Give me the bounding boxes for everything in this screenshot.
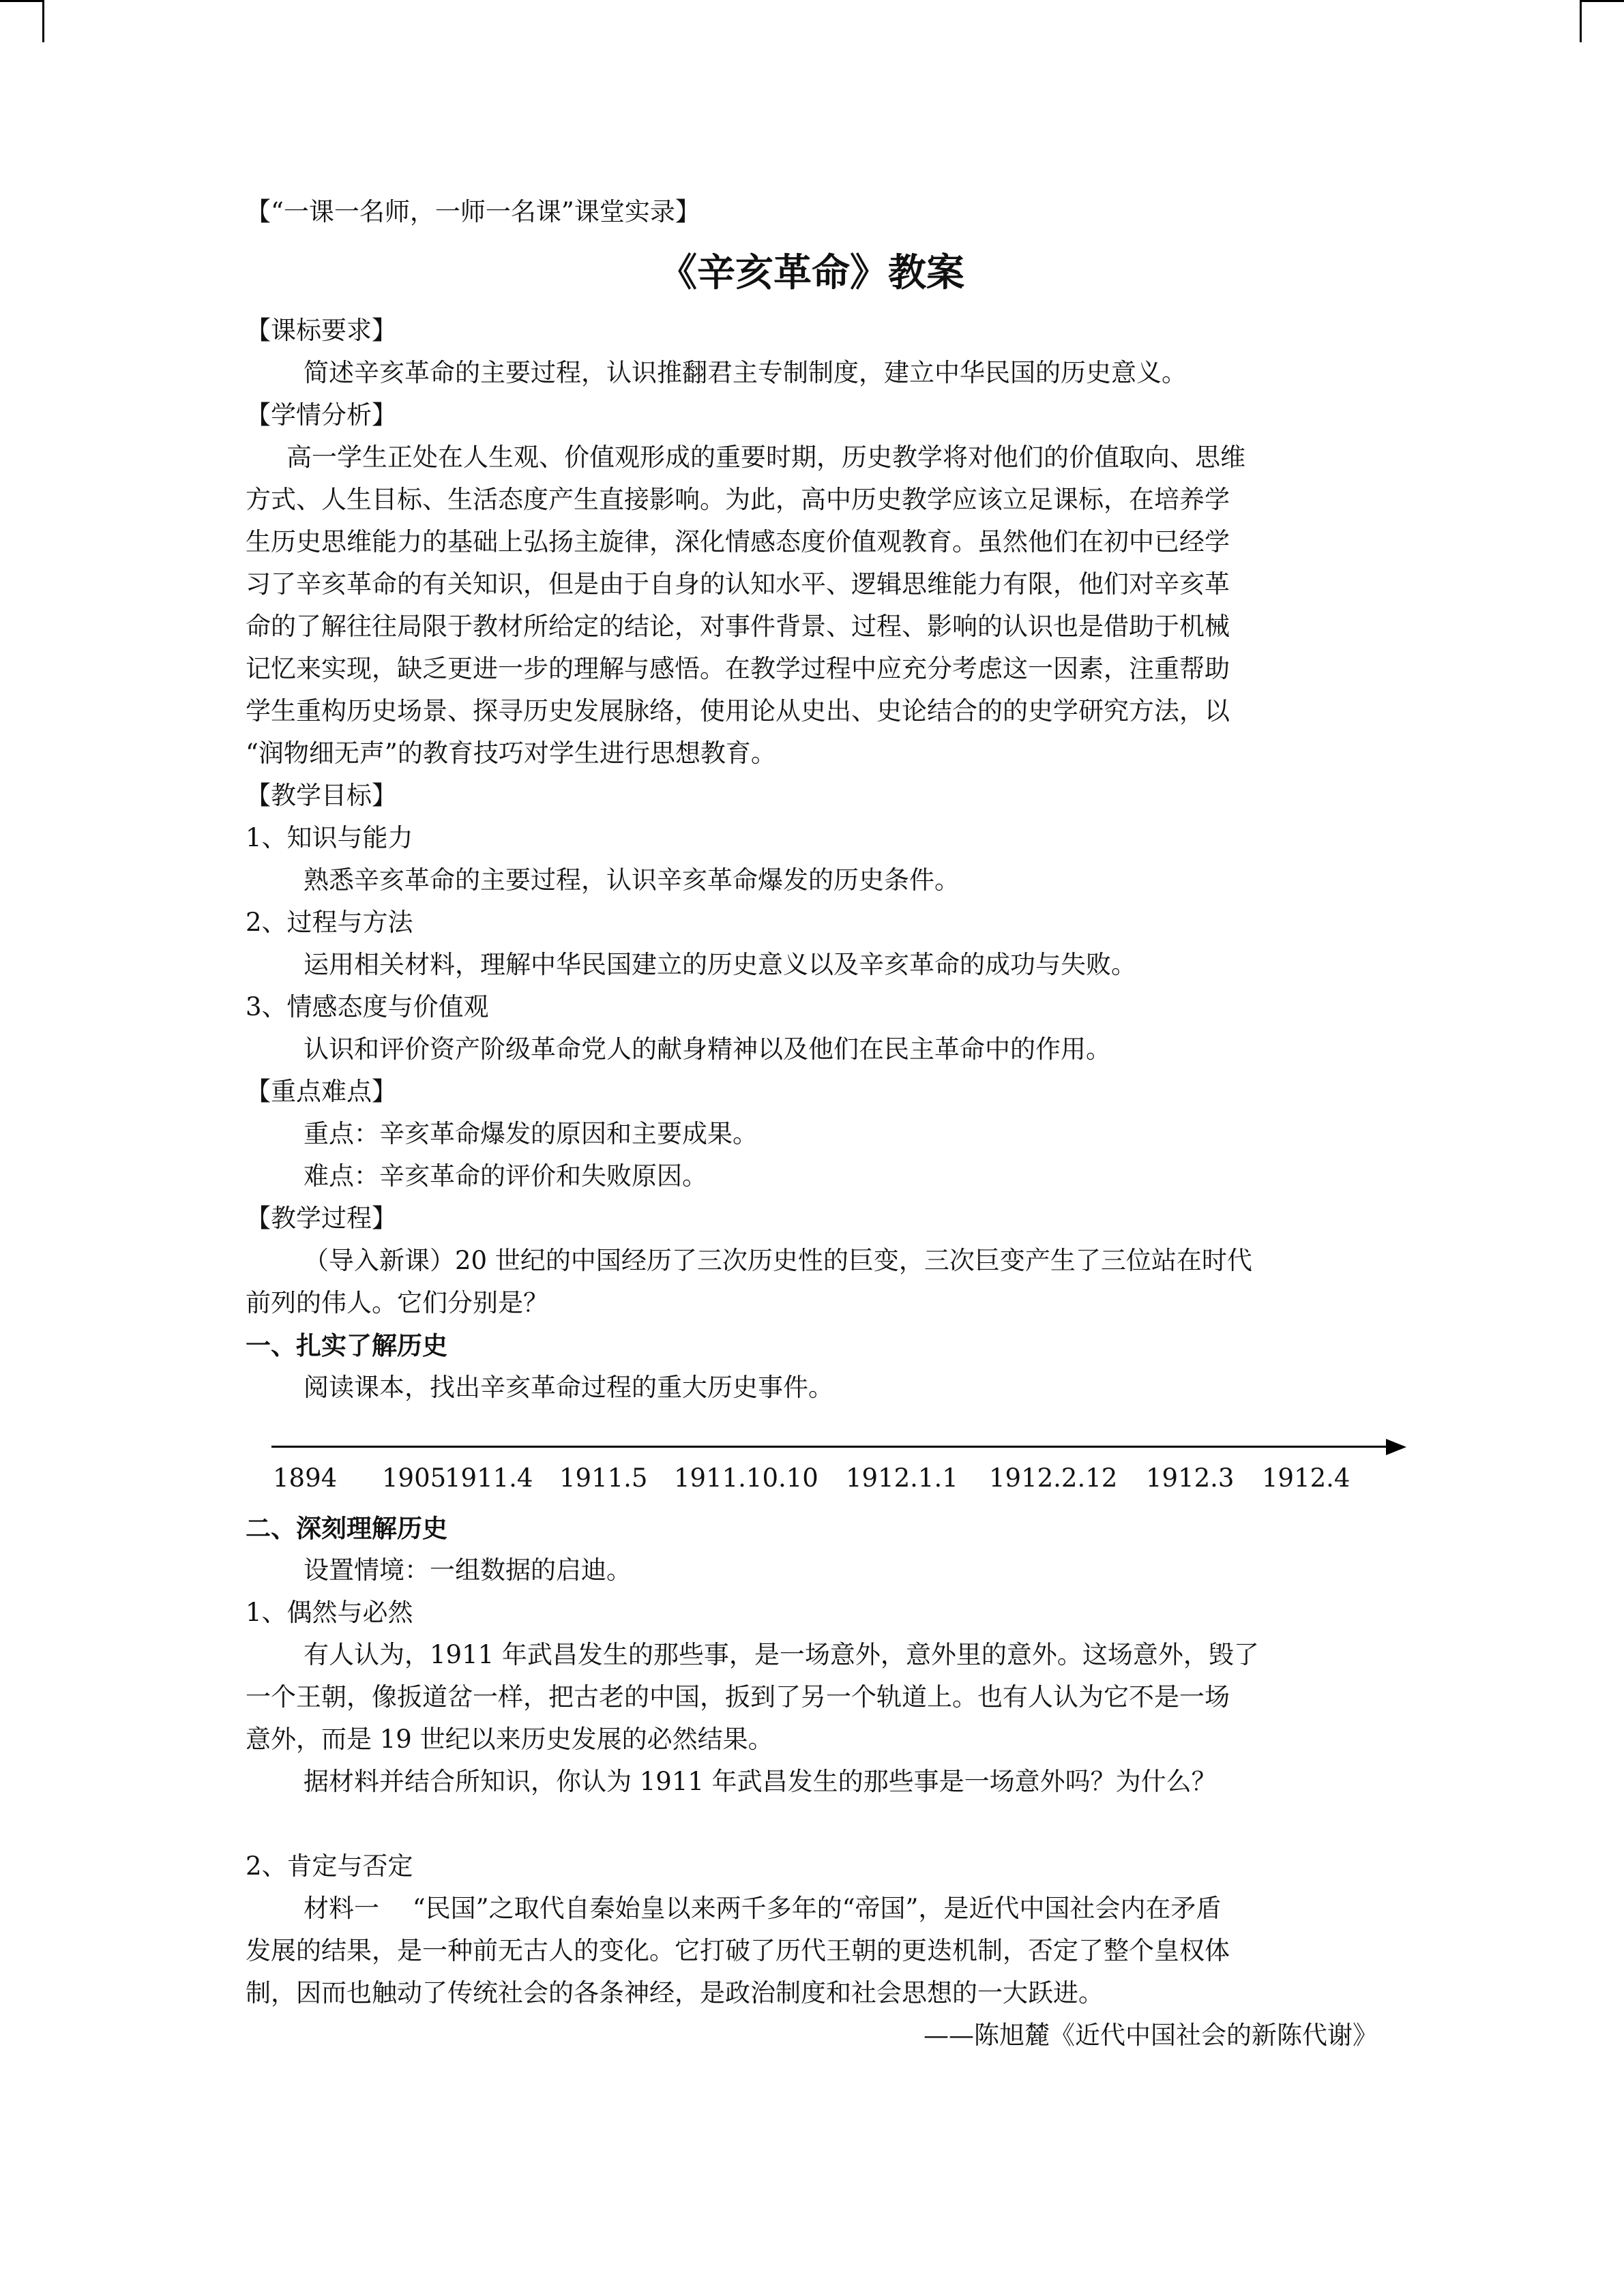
document-header: 【“一课一名师，一师一名课”课堂实录】	[246, 197, 700, 226]
sub2-line: 发展的结果，是一种前无古人的变化。它打破了历代王朝的更迭机制，否定了整个皇权体	[246, 1936, 1230, 1965]
keypoints-difficulty: 难点：辛亥革命的评价和失败原因。	[304, 1161, 707, 1191]
process-intro-line: （导入新课）20 世纪的中国经历了三次历史性的巨变，三次巨变产生了三位站在时代	[304, 1246, 1252, 1275]
timeline-year: 1912.1.1	[846, 1463, 958, 1493]
goal-label-knowledge: 1、知识与能力	[246, 823, 413, 852]
sub1-line: 意外，而是 19 世纪以来历史发展的必然结果。	[246, 1725, 773, 1754]
sub1-question: 据材料并结合所知识，你认为 1911 年武昌发生的那些事是一场意外吗？为什么？	[304, 1767, 1217, 1796]
part1-text: 阅读课本，找出辛亥革命过程的重大历史事件。	[304, 1373, 833, 1402]
goal-text-process: 运用相关材料，理解中华民国建立的历史意义以及辛亥革命的成功与失败。	[304, 950, 1136, 979]
sub2-line: 材料一 “民国”之取代自秦始皇以来两千多年的“帝国”，是近代中国社会内在矛盾	[304, 1894, 1222, 1923]
page-title: 《辛亥革命》教案	[659, 250, 964, 295]
keypoints-focus: 重点：辛亥革命爆发的原因和主要成果。	[304, 1119, 758, 1148]
analysis-line: 命的了解往往局限于教材所给定的结论，对事件背景、过程、影响的认识也是借助于机械	[246, 612, 1230, 641]
sub1-line: 一个王朝，像扳道岔一样，把古老的中国，扳到了另一个轨道上。也有人认为它不是一场	[246, 1682, 1230, 1712]
goals-heading: 【教学目标】	[246, 781, 397, 810]
timeline	[246, 1425, 1378, 1507]
sub2-source: ——陈旭麓《近代中国社会的新陈代谢》	[924, 2021, 1378, 2050]
crop-mark-top-right-v	[1580, 0, 1582, 42]
timeline-axis	[271, 1446, 1390, 1448]
goal-text-knowledge: 熟悉辛亥革命的主要过程，认识辛亥革命爆发的历史条件。	[304, 865, 960, 895]
part2-heading: 二、深刻理解历史	[246, 1513, 447, 1543]
analysis-line: 方式、人生目标、生活态度产生直接影响。为此，高中历史教学应该立足课标，在培养学	[246, 485, 1230, 514]
sub2-line: 制，因而也触动了传统社会的各条神经，是政治制度和社会思想的一大跃进。	[246, 1978, 1104, 2008]
crop-mark-top-left-v	[42, 0, 44, 42]
timeline-year: 1911.10.10	[674, 1463, 818, 1493]
curriculum-text: 简述辛亥革命的主要过程，认识推翻君主专制制度，建立中华民国的历史意义。	[304, 358, 1187, 387]
timeline-year: 1894	[273, 1463, 338, 1493]
goal-text-values: 认识和评价资产阶级革命党人的献身精神以及他们在民主革命中的作用。	[304, 1034, 1111, 1064]
curriculum-heading: 【课标要求】	[246, 316, 397, 345]
goal-label-values: 3、情感态度与价值观	[246, 992, 489, 1022]
crop-mark-top-left-h	[0, 0, 42, 2]
part2-setup: 设置情境：一组数据的启迪。	[304, 1555, 632, 1585]
timeline-year: 1911.4	[445, 1463, 533, 1493]
document-page	[246, 191, 1378, 2057]
analysis-line: 学生重构历史场景、探寻历史发展脉络，使用论从史出、史论结合的的史学研究方法，以	[246, 696, 1230, 726]
analysis-line: 记忆来实现，缺乏更进一步的理解与感悟。在教学过程中应充分考虑这一因素，注重帮助	[246, 654, 1230, 683]
timeline-year: 1912.3	[1146, 1463, 1235, 1493]
timeline-arrow-icon	[1386, 1439, 1406, 1455]
analysis-line: 生历史思维能力的基础上弘扬主旋律，深化情感态度价值观教育。虽然他们在初中已经学	[246, 527, 1230, 556]
analysis-line: “润物细无声”的教育技巧对学生进行思想教育。	[246, 739, 776, 768]
part1-heading: 一、扎实了解历史	[246, 1330, 447, 1360]
goal-label-process: 2、过程与方法	[246, 908, 413, 937]
sub1-line: 有人认为，1911 年武昌发生的那些事，是一场意外，意外里的意外。这场意外，毁了	[304, 1640, 1259, 1669]
keypoints-heading: 【重点难点】	[246, 1077, 397, 1106]
process-heading: 【教学过程】	[246, 1204, 397, 1233]
timeline-year: 1912.4	[1262, 1463, 1350, 1493]
sub2-label: 2、肯定与否定	[246, 1851, 413, 1881]
analysis-line: 高一学生正处在人生观、价值观形成的重要时期，历史教学将对他们的价值取向、思维	[286, 443, 1245, 472]
timeline-year: 1912.2.12	[989, 1463, 1118, 1493]
timeline-year: 1905	[382, 1463, 447, 1493]
crop-mark-top-right-h	[1580, 0, 1624, 2]
timeline-year: 1911.5	[559, 1463, 648, 1493]
process-intro-line: 前列的伟人。它们分别是？	[246, 1288, 548, 1317]
sub1-label: 1、偶然与必然	[246, 1598, 413, 1627]
analysis-heading: 【学情分析】	[246, 400, 397, 430]
analysis-line: 习了辛亥革命的有关知识，但是由于自身的认知水平、逻辑思维能力有限，他们对辛亥革	[246, 569, 1230, 599]
